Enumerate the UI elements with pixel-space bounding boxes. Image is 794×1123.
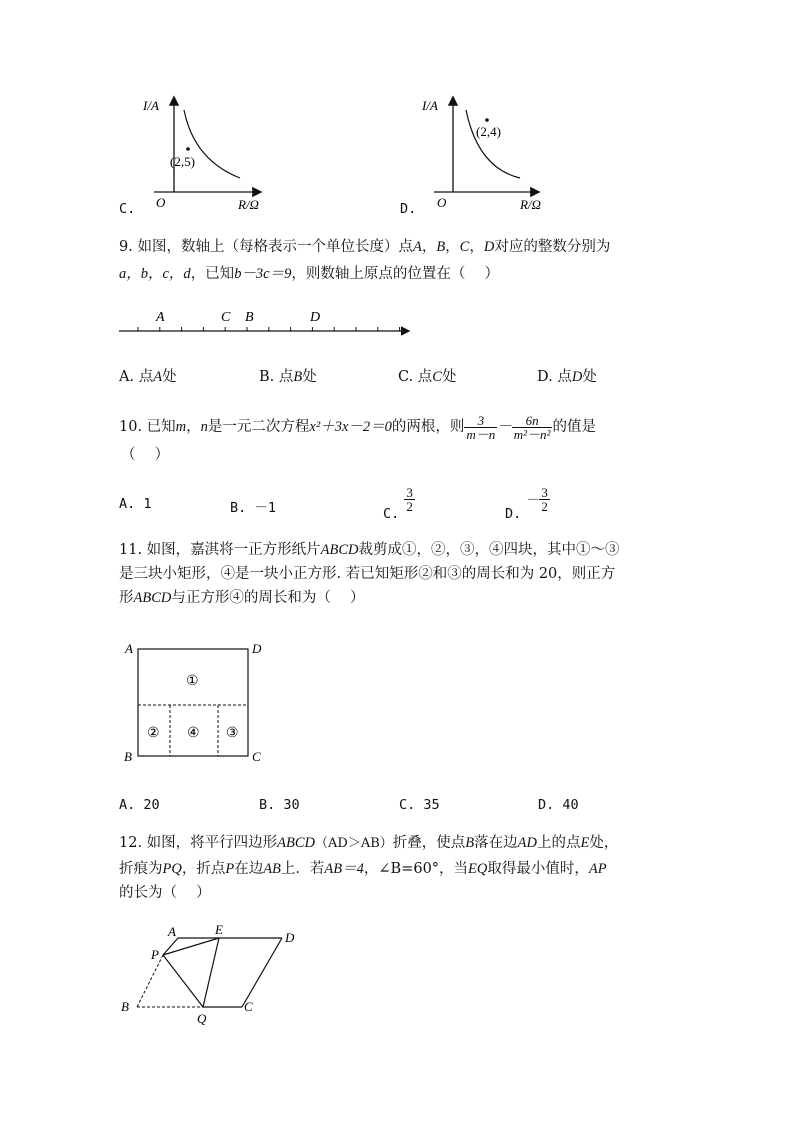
number-line-label-c: C bbox=[221, 310, 231, 325]
q11-figure bbox=[118, 638, 278, 768]
q12-label-a: A bbox=[168, 924, 176, 939]
q11-region-1: ① bbox=[186, 674, 199, 689]
q10-fraction-2: $\frac{6n}{\text{m²－n²}}$ bbox=[513, 412, 551, 442]
q10-line1: 10. 已知m，n是一元二次方程x²＋3x－2＝0的两根，则 $\frac{3}{m-n}$ － $\frac{6n}{\text{m²－n²}}$ 的值是 bbox=[119, 412, 596, 442]
q11-label-a: A bbox=[125, 641, 133, 656]
q10-option-a: A. 1 bbox=[119, 496, 152, 512]
q10-option-c: $_{C.}$ $\frac{3}{2}$ bbox=[383, 485, 413, 522]
q11-region-3: ③ bbox=[226, 726, 239, 741]
q12-label-q: Q bbox=[197, 1011, 207, 1026]
q11-option-c: C. 35 bbox=[399, 797, 440, 813]
q9-option-b: B. 点B处 bbox=[259, 369, 317, 385]
q11-label-d: D bbox=[252, 641, 262, 656]
option-d-label: D. bbox=[400, 201, 417, 217]
q12-label-c: C bbox=[244, 999, 253, 1014]
q11-region-4: ④ bbox=[187, 726, 200, 741]
graph-d bbox=[420, 88, 555, 218]
number-line-label-d: D bbox=[310, 310, 321, 325]
q11-line3: 形ABCD与正方形④的周长和为（ ） bbox=[119, 590, 365, 606]
q11-line2: 是三块小矩形，④是一块小正方形. 若已知矩形②和③的周长和为 20，则正方 bbox=[119, 566, 616, 582]
q12-line1: 12. 如图，将平行四边形ABCD（AD＞AB）折叠，使点B落在边AD上的点E处， bbox=[119, 835, 619, 851]
graph-d-point-label: (2,4) bbox=[476, 124, 501, 139]
q12-label-d: D bbox=[285, 930, 295, 945]
graph-c-x-label: R/Ω bbox=[238, 197, 259, 212]
number-line-label-b: B bbox=[245, 310, 254, 325]
q10-option-d: $_{D.}$ － $\frac{3}{2}$ bbox=[505, 485, 548, 522]
q11-line1: 11. 如图，嘉淇将一正方形纸片ABCD裁剪成①，②，③，④四块，其中①～③ bbox=[119, 542, 620, 558]
q11-option-d: D. 40 bbox=[538, 797, 579, 813]
q9-option-c: C. 点C处 bbox=[398, 369, 457, 385]
q12-line2: 折痕为PQ，折点P在边AB上．若AB＝4，∠B=60°，当EQ取得最小值时，AP bbox=[119, 861, 607, 877]
q12-label-b: B bbox=[121, 999, 129, 1014]
graph-d-y-label: I/A bbox=[422, 98, 438, 113]
q10-fraction-1: $\frac{3}{m-n}$ bbox=[466, 412, 496, 442]
q12-figure bbox=[115, 920, 315, 1030]
q9-option-d: D. 点D处 bbox=[537, 369, 597, 385]
option-c-label: C. bbox=[119, 201, 136, 217]
graph-c-y-label: I/A bbox=[143, 98, 159, 113]
q10-option-b: B. －1 bbox=[230, 500, 277, 516]
q12-line3: 的长为（ ） bbox=[119, 885, 211, 901]
number-line bbox=[116, 303, 416, 343]
q9-line2: a，b，c，d，已知b－3c＝9，则数轴上原点的位置在（ ） bbox=[119, 266, 499, 282]
q9-line1: 9. 如图，数轴上（每格表示一个单位长度）点A，B，C，D对应的整数分别为 bbox=[119, 239, 611, 255]
q12-label-p: P bbox=[151, 947, 159, 962]
q11-region-2: ② bbox=[147, 726, 160, 741]
q11-label-c: C bbox=[252, 749, 261, 764]
q11-label-b: B bbox=[124, 749, 132, 764]
q11-option-b: B. 30 bbox=[259, 797, 300, 813]
graph-c-origin: O bbox=[156, 195, 166, 210]
q12-label-e: E bbox=[215, 922, 223, 937]
number-line-label-a: A bbox=[156, 310, 165, 325]
q9-option-a: A. 点A处 bbox=[119, 369, 177, 385]
graph-c-point-label: (2,5) bbox=[170, 154, 195, 169]
graph-d-origin: O bbox=[437, 195, 447, 210]
q11-option-a: A. 20 bbox=[119, 797, 160, 813]
graph-d-x-label: R/Ω bbox=[520, 197, 541, 212]
graph-c bbox=[140, 88, 275, 218]
q10-line2: （ ） bbox=[121, 447, 170, 463]
